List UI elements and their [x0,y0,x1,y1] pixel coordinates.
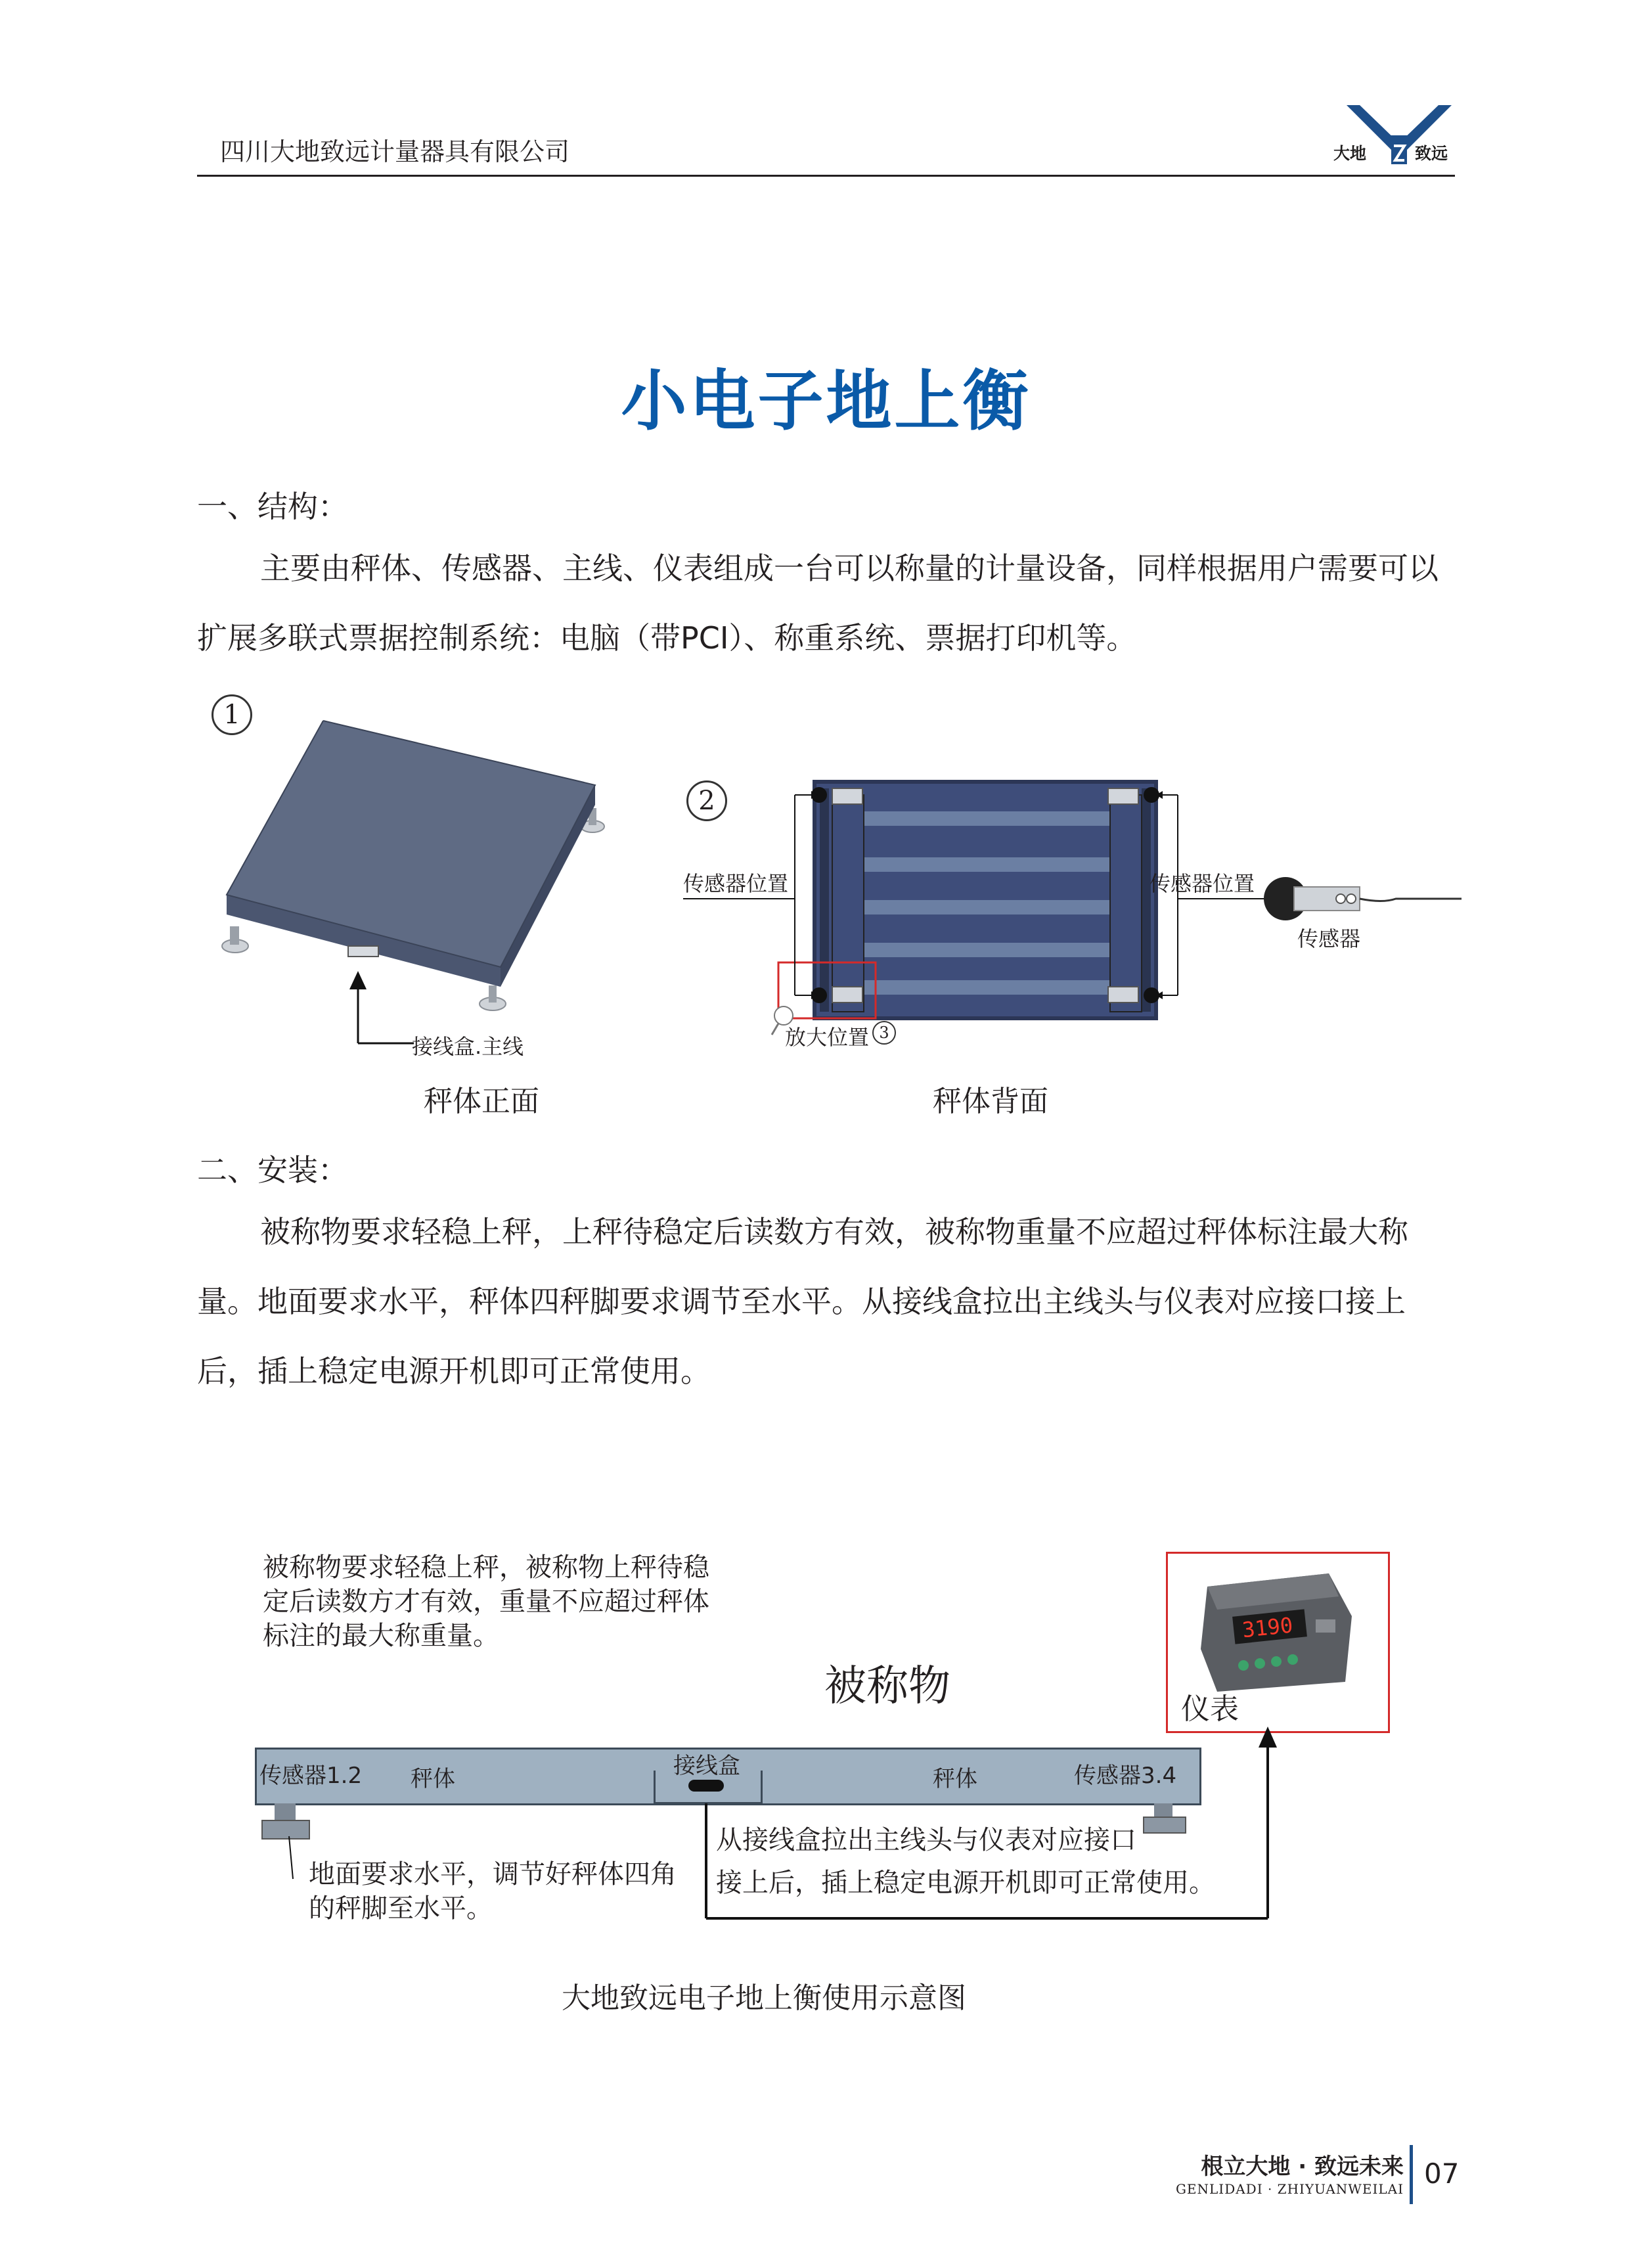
header-divider [197,175,1455,177]
figure2-number: 2 [686,780,727,821]
figure1-caption: 秤体正面 [424,1085,539,1118]
connect-note-line1: 从接线盒拉出主线头与仪表对应接口 [716,1825,1136,1855]
install-paragraph [197,1197,1457,1406]
footer-slogan: 根立大地 · 致远未来 [1201,2154,1404,2180]
header-company-name: 四川大地致远计量器具有限公司 [220,137,570,166]
level-note: 地面要求水平，调节好秤体四角的秤脚至水平。 [309,1859,677,1924]
sensor-left-label: 传感器1.2 [259,1763,363,1789]
sensor-position-label-right: 传感器位置 [1150,871,1255,896]
indicator-display-value: 3190 [1241,1612,1294,1643]
diagram-caption: 大地致远电子地上衡使用示意图 [562,1981,966,2015]
page-title: 小电子地上衡 [621,363,1031,440]
structure-paragraph [197,533,1457,673]
footer-divider [1410,2145,1413,2204]
junction-callout-label: 接线盒.主线 [412,1034,524,1059]
sensor-right-label: 传感器3.4 [1074,1763,1177,1789]
company-logo [1333,97,1465,169]
instrument-box [1166,1552,1390,1733]
sensor-position-label-left: 传感器位置 [683,871,789,896]
placement-note: 被称物要求轻稳上秤，被称物上秤待稳定后读数方才有效，重量不应超过秤体标注的最大称重量。 [263,1552,709,1651]
weighing-indicator-icon [1197,1570,1355,1695]
structure-text: 主要由秤体、传感器、主线、仪表组成一台可以称量的计量设备，同样根据用户需要可以扩展多联式票据控制系统：电脑（带PCI）、称重系统、票据打印机等。 [197,551,1439,656]
beam-body-left-label: 秤体 [411,1766,455,1792]
zoom-position-label: 放大位置 [785,1025,870,1050]
install-text: 被称物要求轻稳上秤，上秤待稳定后读数方有效，被称物重量不应超过秤体标注最大称量。地面要求水平，秤体四秤脚要求调节至水平。从接线盒拉出主线头与仪表对应接口接上后，插上稳定电源开机即可正常使用。 [197,1214,1408,1389]
footer-slogan-en: GENLIDADI · ZHIYUANWEILAI [1175,2181,1404,2197]
figure2-caption: 秤体背面 [933,1085,1048,1118]
instrument-label: 仪表 [1181,1692,1239,1726]
page-number: 07 [1424,2157,1460,2190]
connect-note-line2: 接上后，插上稳定电源开机即可正常使用。 [716,1868,1215,1898]
structure-heading: 一、结构： [197,489,348,524]
level-pointer-icon [276,1833,302,1885]
figure1-number: 1 [212,694,252,735]
foot-stem-left [275,1803,296,1820]
callout-arrow-icon [348,966,420,1058]
weighed-object-label: 被称物 [824,1662,950,1711]
junction-label: 接线盒 [673,1753,740,1779]
logo-text-left: 大地 [1333,144,1367,163]
install-heading: 二、安装： [197,1152,348,1188]
sensor-label: 传感器 [1297,926,1361,951]
logo-text-right: 致远 [1415,144,1448,163]
zoom-number: 3 [872,1021,896,1045]
beam-body-right-label: 秤体 [933,1766,977,1792]
